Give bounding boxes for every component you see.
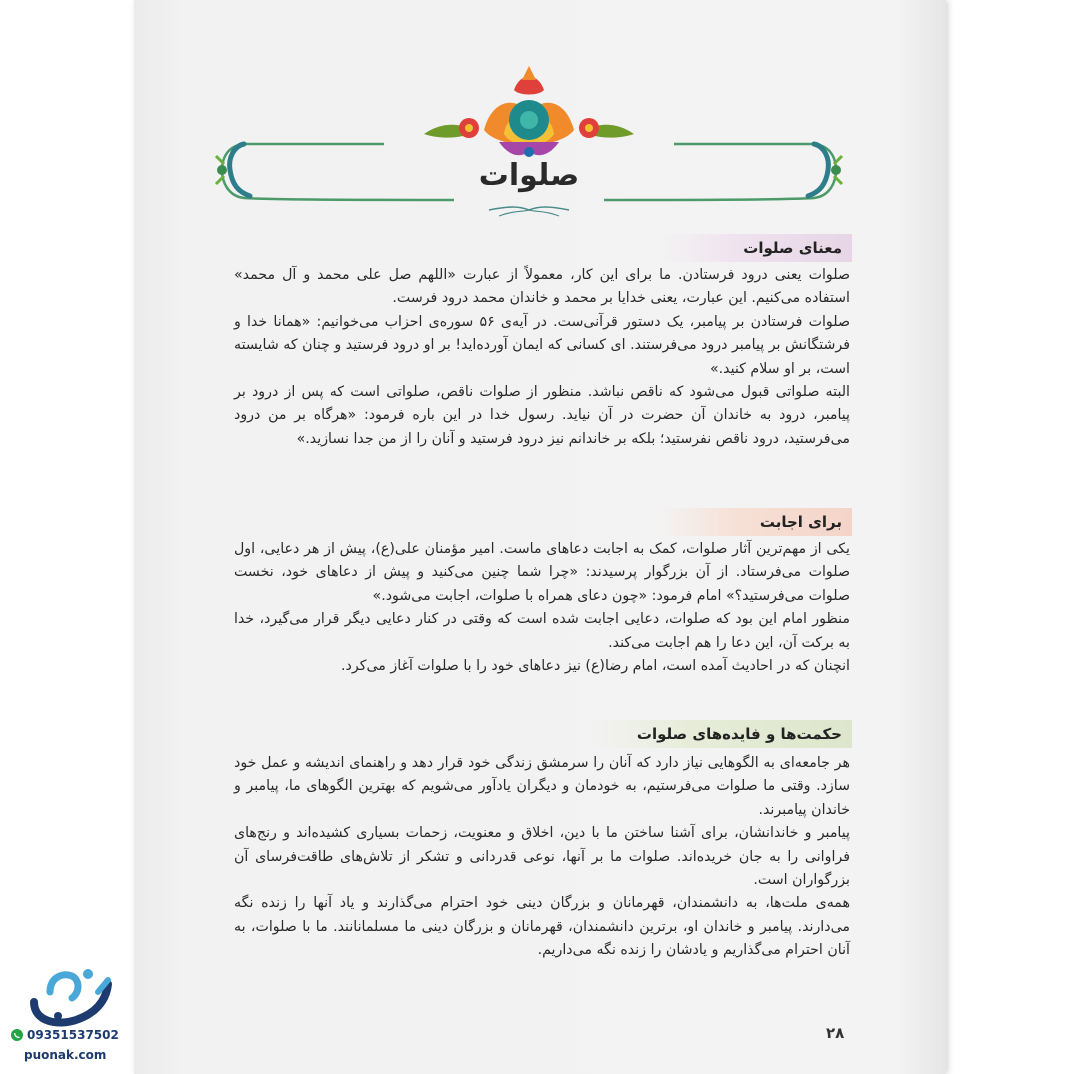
watermark-site: puonak.com (24, 1048, 107, 1062)
paragraph: یکی از مهم‌ترین آثار صلوات، کمک به اجابت دعاهای ماست. امیر مؤمنان علی(ع)، پیش از هر دعایی، اول صلوات می‌فرستاد. از آن بزرگوار پرسیدند: «چرا شما چنین می‌کنید و پیش از دعاهای خود، نخست صلوات می‌فرستید؟» امام فرمود: «چون دعای همراه با صلوات، اجابت می‌شود.» (234, 541, 850, 604)
section-body-wisdom (234, 752, 850, 963)
watermark-phone-row (10, 1028, 119, 1042)
paragraph: صلوات یعنی درود فرستادن. ما برای این کار، معمولاً از عبارت «اللهم صل علی محمد و آل محمد» استفاده می‌کنیم. این عبارت، یعنی خدایا بر محمد و خاندان محمد درود فرست. (234, 267, 850, 307)
section-heading-wisdom: حکمت‌ها و فایده‌های صلوات (592, 720, 852, 748)
watermark-phone: 09351537502 (27, 1028, 119, 1042)
page-number: ۲۸ (826, 1024, 845, 1042)
paragraph: انچنان که در احادیث آمده است، امام رضا(ع) نیز دعاهای خود را با صلوات آغاز می‌کرد. (341, 658, 850, 675)
paragraph: همه‌ی ملت‌ها، به دانشمندان، قهرمانان و بزرگان دینی خود احترام می‌گذارند و یاد آنها را زنده نگه می‌دارند. پیامبر و خاندان او، برترین دانشمندان، قهرمانان و بزرگان دینی ما مسلمانانند. ما با صلوات، به آنان احترام می‌گذاریم و یادشان را زنده نگه می‌داریم. (234, 895, 850, 959)
paragraph: منظور امام این بود که صلوات، دعایی اجابت شده است که وقتی در کنار دعایی دیگر قرار می‌گیرد، خدا به برکت آن، این دعا را هم اجابت می‌کند. (234, 611, 850, 651)
paragraph: البته صلواتی قبول می‌شود که ناقص نباشد. منظور از صلوات ناقص، صلواتی است که پس از درود بر پیامبر، درود به خاندان آن حضرت در آن نیاید. رسول خدا در این باره فرمود: «هرگاه بر من درود می‌فرستید، درود ناقص نفرستید؛ بلکه بر خاندانم نیز درود فرستید و آنان را از من جدا نسازید.» (234, 384, 850, 447)
paragraph: صلوات فرستادن بر پیامبر، یک دستور قرآنی‌ست. در آیه‌ی ۵۶ سوره‌ی احزاب می‌خوانیم: «همانا خدا و فرشتگانش بر پیامبر درود می‌فرستند. ای کسانی که ایمان آورده‌اید! بر او درود فرستید و چنان که شایسته است، بر او سلام کنید.» (234, 313, 851, 377)
ornamental-title-frame (214, 60, 844, 230)
section-heading-answer: برای اجابت (662, 508, 852, 536)
section-body-meaning (234, 264, 850, 451)
page-title: صلوات (478, 158, 580, 193)
section-body-answer (234, 538, 850, 678)
book-page (134, 0, 946, 1074)
store-watermark (10, 962, 122, 1066)
paragraph: هر جامعه‌ای به الگوهایی نیاز دارد که آنان را سرمشق زندگی خود قرار دهد و راهنمای اندیشه و عمل خود سازد. وقتی ما صلوات می‌فرستیم، به خودمان و دیگران یادآور می‌شویم که بهترین الگوهای ما، پیامبر و خاندان پیامبرند. (234, 755, 850, 818)
brand-logo (28, 962, 114, 1028)
whatsapp-icon (10, 1028, 24, 1042)
section-heading-meaning: معنای صلوات (662, 234, 852, 262)
paragraph: پیامبر و خاندانشان، برای آشنا ساختن ما با دین، اخلاق و معنویت، زحمات بسیاری کشیده‌اند و رنج‌های فراوانی را به جان خریده‌اند. صلوات ما بر آنها، نوعی قدردانی و تشکر از تلاش‌های طاقت‌فرسای آن بزرگواران است. (234, 825, 850, 889)
